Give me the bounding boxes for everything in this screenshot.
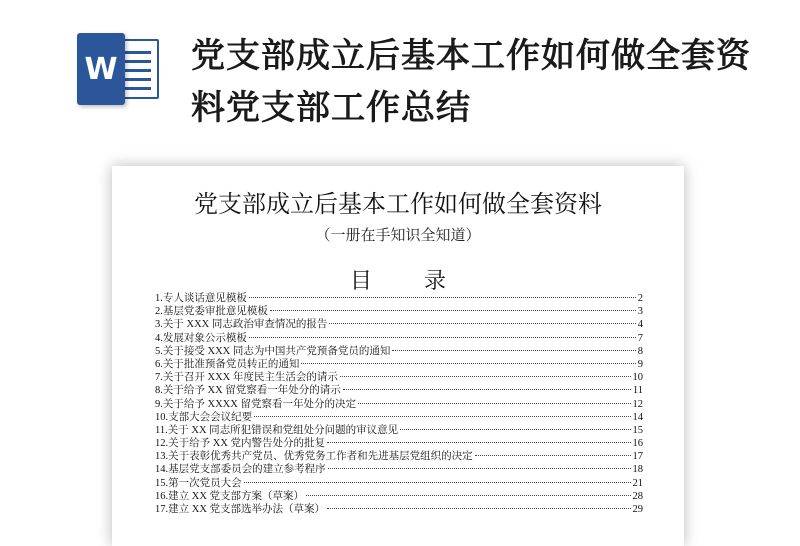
toc-row[interactable] <box>155 411 643 424</box>
word-icon <box>77 33 163 105</box>
toc-row[interactable] <box>155 424 643 437</box>
toc-entry-title: 9.关于给予 XXXX 留党察看一年处分的决定 <box>155 398 356 410</box>
toc-page-number: 11 <box>632 385 643 397</box>
toc-leader-dots <box>327 442 630 443</box>
document-preview <box>112 166 684 546</box>
toc-leader-dots <box>358 403 631 404</box>
toc-leader-dots <box>392 350 635 351</box>
toc-row[interactable] <box>155 463 643 476</box>
page-title: 党支部成立后基本工作如何做全套资料党支部工作总结 <box>191 36 751 128</box>
toc-page-number: 3 <box>637 306 643 318</box>
toc-row[interactable] <box>155 503 643 516</box>
toc-entry-title: 16.建立 XX 党支部方案（草案） <box>155 490 305 502</box>
word-badge: W <box>77 33 125 105</box>
toc-leader-dots <box>327 508 630 509</box>
toc-row[interactable] <box>155 490 643 503</box>
toc-leader-dots <box>328 468 631 469</box>
toc-entry-title: 15.第一次党员大会 <box>155 477 242 489</box>
toc-row[interactable] <box>155 371 643 384</box>
toc-entry-title: 17.建立 XX 党支部选举办法（草案） <box>155 504 326 515</box>
toc-heading: 目录 <box>349 269 498 294</box>
document-title: 党支部成立后基本工作如何做全套资料 <box>194 190 602 218</box>
toc-entry-title: 14.基层党支部委员会的建立参考程序 <box>155 464 326 476</box>
toc-leader-dots <box>306 495 630 496</box>
toc-page-number: 10 <box>632 372 643 384</box>
toc-page-number: 12 <box>632 398 643 410</box>
toc-page-number: 21 <box>632 477 643 489</box>
toc-entry-title: 5.关于接受 XXX 同志为中国共产党预备党员的通知 <box>155 345 391 357</box>
toc-entry-title: 2.基层党委审批意见模板 <box>155 306 268 318</box>
table-of-contents <box>155 292 643 516</box>
toc-page-number: 4 <box>637 319 643 331</box>
toc-page-number: 14 <box>632 411 643 423</box>
toc-row[interactable] <box>155 332 643 345</box>
toc-page-number: 7 <box>637 332 643 344</box>
toc-leader-dots <box>340 376 631 377</box>
toc-page-number: 29 <box>632 504 643 515</box>
toc-leader-dots <box>343 389 631 390</box>
toc-leader-dots <box>254 416 630 417</box>
toc-row[interactable] <box>155 358 643 371</box>
toc-entry-title: 3.关于 XXX 同志政治审查情况的报告 <box>155 319 328 331</box>
toc-row[interactable] <box>155 398 643 411</box>
toc-page-number: 28 <box>632 490 643 502</box>
toc-entry-title: 1.专人谈话意见模板 <box>155 293 247 304</box>
toc-leader-dots <box>249 297 636 298</box>
toc-row[interactable] <box>155 437 643 450</box>
toc-entry-title: 12.关于给予 XX 党内警告处分的批复 <box>155 438 326 450</box>
toc-row[interactable] <box>155 450 643 463</box>
toc-row[interactable] <box>155 345 643 358</box>
toc-leader-dots <box>475 455 631 456</box>
toc-page-number: 15 <box>632 424 643 436</box>
toc-leader-dots <box>400 429 630 430</box>
toc-entry-title: 7.关于召开 XXX 年度民主生活会的请示 <box>155 372 338 384</box>
toc-page-number: 8 <box>637 345 643 357</box>
toc-row[interactable] <box>155 384 643 397</box>
toc-entry-title: 6.关于批准预备党员转正的通知 <box>155 358 300 370</box>
toc-page-number: 16 <box>632 438 643 450</box>
document-subtitle: （一册在手知识全知道） <box>315 226 481 244</box>
toc-row[interactable] <box>155 305 643 318</box>
toc-page-number: 18 <box>632 464 643 476</box>
toc-entry-title: 8.关于给予 XX 留党察看一年处分的请示 <box>155 385 341 397</box>
toc-leader-dots <box>270 310 636 311</box>
toc-entry-title: 11.关于 XX 同志所犯错误和党组处分问题的审议意见 <box>155 424 399 436</box>
toc-row[interactable] <box>155 318 643 331</box>
toc-leader-dots <box>301 363 635 364</box>
toc-row[interactable] <box>155 477 643 490</box>
toc-entry-title: 10.支部大会会议纪要 <box>155 411 253 423</box>
toc-page-number: 17 <box>632 451 643 463</box>
toc-page-number: 9 <box>637 358 643 370</box>
toc-leader-dots <box>244 482 631 483</box>
toc-entry-title: 4.发展对象公示模板 <box>155 332 247 344</box>
toc-row[interactable] <box>155 292 643 305</box>
toc-entry-title: 13.关于表彰优秀共产党员、优秀党务工作者和先进基层党组织的决定 <box>155 451 473 463</box>
toc-leader-dots <box>249 337 636 338</box>
toc-page-number: 2 <box>637 293 643 304</box>
toc-leader-dots <box>329 323 635 324</box>
